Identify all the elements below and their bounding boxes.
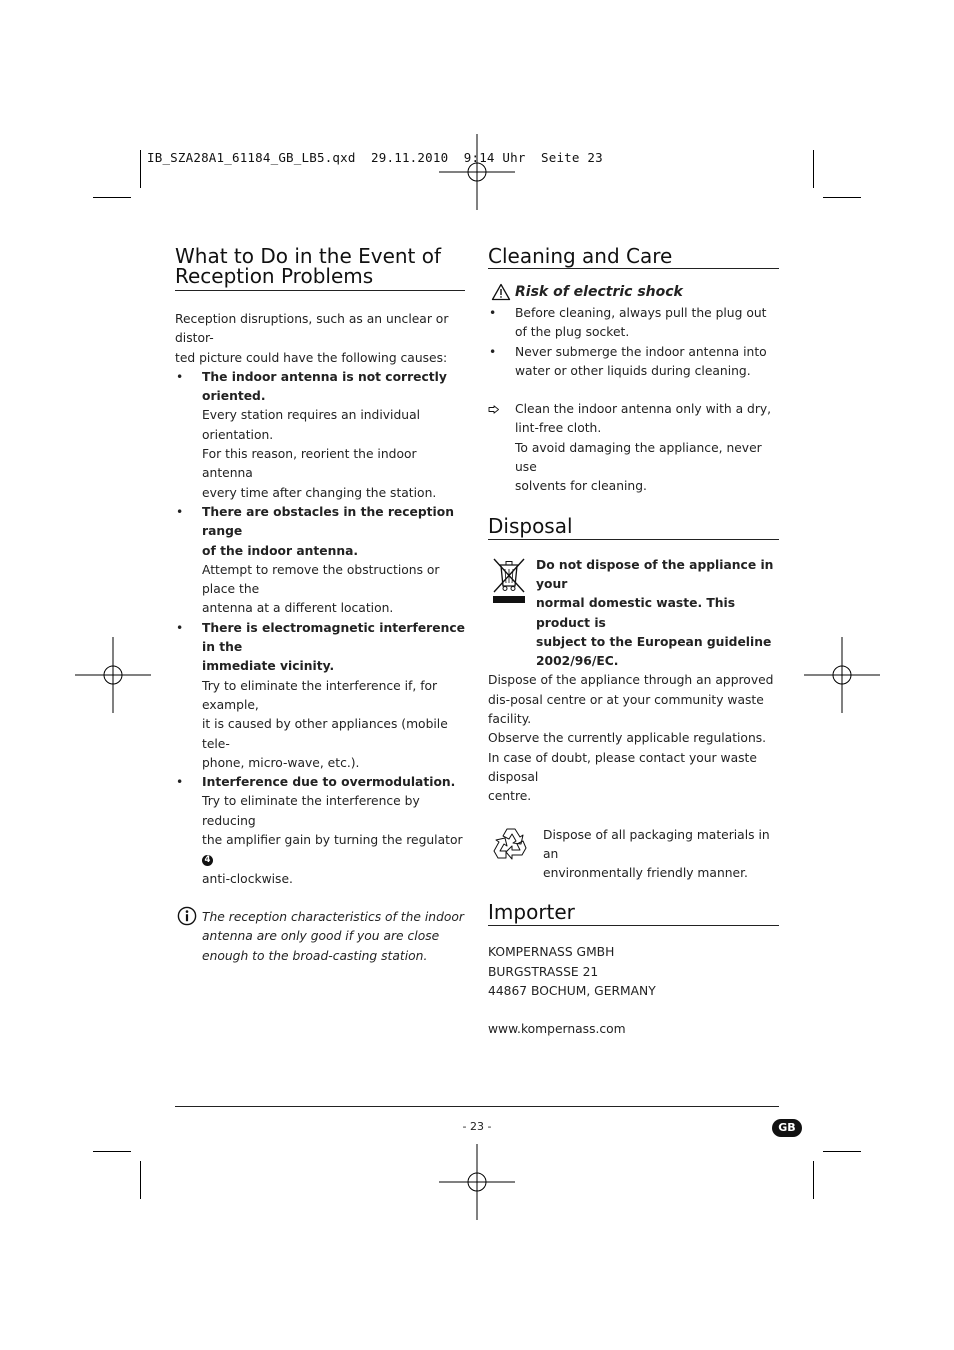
importer-address-line: BURGSTRASSE 21 bbox=[488, 964, 599, 979]
weee-notice: Do not dispose of the appliance in your normal domestic waste. This product is subject to the European guideline 2002/96/EC. bbox=[488, 556, 780, 672]
registration-mark-icon bbox=[439, 134, 515, 210]
crop-mark bbox=[93, 197, 131, 198]
instruction-item: Clean the indoor antenna only with a dry, lint-free cloth. To avoid damaging the appliance, never use solvents for cleaning. bbox=[488, 400, 780, 496]
crop-mark bbox=[823, 1151, 861, 1152]
page-number: - 23 - bbox=[462, 1120, 492, 1133]
importer-website: www.kompernass.com bbox=[488, 1022, 626, 1037]
list-item: • The indoor antenna is not correctly oriented. Every station requires an individual orientation. For this reason, reorient the indoor antenna every time after changing the station. bbox=[176, 369, 447, 500]
crop-mark bbox=[140, 1161, 141, 1199]
crossed-bin-icon bbox=[490, 556, 528, 606]
list-item: • Interference due to overmodulation. Try to eliminate the interference by reducing the amplifier gain by turning the regulator 4 anti-clockwise. bbox=[176, 775, 463, 886]
section-title-cleaning: Cleaning and Care bbox=[488, 244, 673, 268]
registration-mark-icon bbox=[804, 637, 880, 713]
list-item: • Before cleaning, always pull the plug out of the plug socket. bbox=[489, 306, 767, 340]
section-rule bbox=[488, 268, 779, 269]
info-icon bbox=[177, 906, 197, 926]
file-slug: IB_SZA28A1_61184_GB_LB5.qxd 29.11.2010 9:14 Uhr Seite 23 bbox=[147, 150, 603, 165]
registration-mark-icon bbox=[75, 637, 151, 713]
footer-rule bbox=[175, 1106, 779, 1107]
registration-mark-icon bbox=[439, 1144, 515, 1220]
importer-address-line: KOMPERNASS GMBH bbox=[488, 945, 615, 960]
section-title-reception: What to Do in the Event of Reception Problems bbox=[175, 244, 442, 288]
list-item: • There is electromagnetic interference in the immediate vicinity. Try to eliminate the interference if, for example, it is caused by other appliances (mobile tele- phone, micro-wave, etc.). bbox=[176, 620, 465, 770]
language-badge: GB bbox=[772, 1119, 802, 1137]
crop-mark bbox=[823, 197, 861, 198]
crop-mark bbox=[813, 1161, 814, 1199]
crop-mark bbox=[140, 150, 141, 188]
crop-mark bbox=[93, 1151, 131, 1152]
list-item: • There are obstacles in the reception range of the indoor antenna. Attempt to remove the obstructions or place the antenna at a different location. bbox=[176, 504, 454, 616]
right-column: Cleaning and Care Risk of electric shock • Before cleaning, always pull the plug out of the plug socket. • Never submerge the indoor antenna into water or other liquids during cleaning. Clean the indoor antenna only with a dry, lint-free cloth. To avoid damaging the appliance, never use solvents for cleaning. Disposal Do not dispose of the appliance in your normal domestic waste. This product is subject to the European guideline 2002/96/EC. Dispose of the appliance through an approved dis-posal centre or at your community waste facility. Observe the currently applicable regulations. In case of doubt, please contact your waste disposal centre. Dispose of all packaging materials in an environmentally friendly manner. Importer KOMPERNASS GMBH BURGSTRASSE 21 44867 BOCHUM, GERMANY www.kompernass.com bbox=[488, 246, 780, 1040]
section-title-importer: Importer bbox=[488, 900, 575, 925]
importer-address-line: 44867 BOCHUM, GERMANY bbox=[488, 984, 656, 999]
regulator-number-badge: 4 bbox=[202, 855, 213, 866]
arrow-outline-icon bbox=[488, 405, 500, 414]
crop-mark bbox=[813, 150, 814, 188]
list-item: • Never submerge the indoor antenna into water or other liquids during cleaning. bbox=[489, 344, 767, 378]
warning-triangle-icon bbox=[491, 283, 511, 301]
recycle-icon bbox=[490, 824, 532, 866]
section-title-disposal: Disposal bbox=[488, 513, 573, 538]
intro-text: Reception disruptions, such as an unclear or distor- ted picture could have the following causes: bbox=[175, 312, 449, 365]
info-note: The reception characteristics of the indoor antenna are only good if you are close enough to the broad-casting station. bbox=[175, 908, 467, 966]
warning-heading: Risk of electric shock bbox=[488, 283, 780, 304]
left-column bbox=[175, 246, 467, 966]
section-rule bbox=[488, 539, 779, 540]
packaging-notice: Dispose of all packaging materials in an environmentally friendly manner. bbox=[488, 826, 780, 884]
